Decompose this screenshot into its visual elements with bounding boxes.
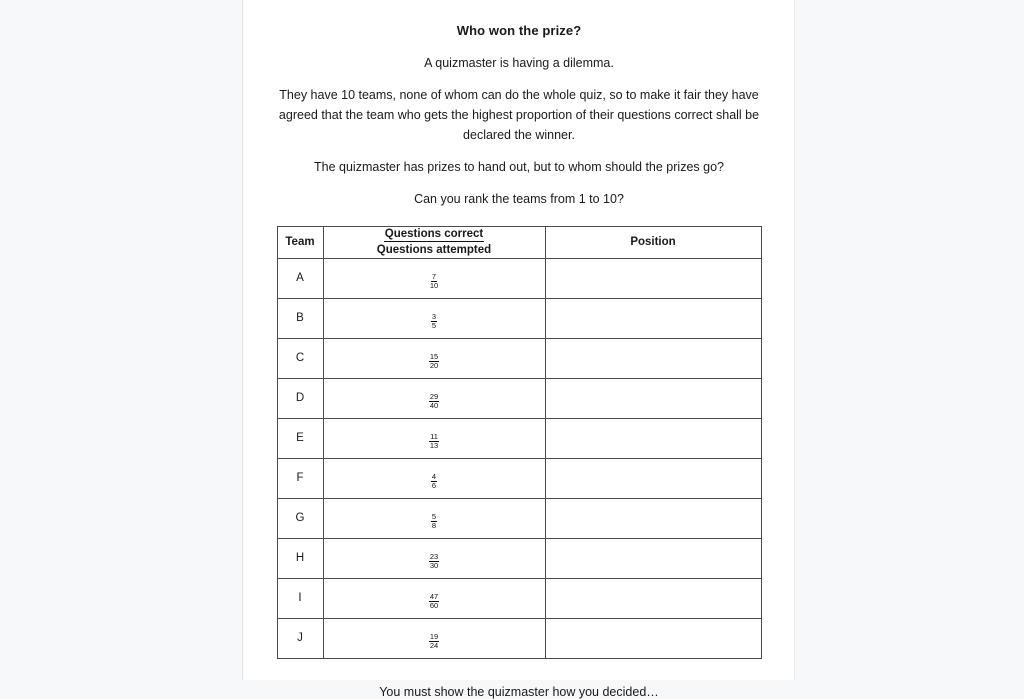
fraction-numerator: 7 xyxy=(431,271,437,281)
fraction-denominator: 5 xyxy=(431,321,437,331)
cell-team: D xyxy=(277,378,323,418)
cell-team: F xyxy=(277,458,323,498)
cell-team: H xyxy=(277,538,323,578)
fraction-numerator: 47 xyxy=(429,591,439,601)
fraction xyxy=(429,593,439,611)
fraction-denominator: 40 xyxy=(429,401,439,411)
table-header xyxy=(277,226,761,258)
cell-proportion xyxy=(323,458,545,498)
table-row xyxy=(277,258,761,298)
proportion-numerator-label: Questions correct xyxy=(384,227,484,242)
fraction-denominator: 20 xyxy=(429,361,439,371)
table-row xyxy=(277,618,761,658)
table-row xyxy=(277,498,761,538)
cell-position-answer[interactable] xyxy=(545,538,761,578)
cell-team: E xyxy=(277,418,323,458)
fraction-denominator: 30 xyxy=(429,561,439,571)
fraction xyxy=(429,353,439,371)
document-page xyxy=(244,0,794,699)
fraction xyxy=(429,273,439,291)
cell-team: I xyxy=(277,578,323,618)
column-header-position: Position xyxy=(545,226,761,258)
cell-proportion xyxy=(323,338,545,378)
cell-proportion xyxy=(323,418,545,458)
fraction xyxy=(431,473,437,491)
cell-proportion xyxy=(323,538,545,578)
proportion-denominator-label: Questions attempted xyxy=(376,244,492,257)
fraction xyxy=(431,513,437,531)
cell-position-answer[interactable] xyxy=(545,258,761,298)
cell-position-answer[interactable] xyxy=(545,618,761,658)
table-body xyxy=(277,258,761,658)
intro-paragraph: A quizmaster is having a dilemma. xyxy=(424,55,614,70)
cell-team: B xyxy=(277,298,323,338)
footer-note: You must show the quizmaster how you decided… xyxy=(379,684,659,699)
fraction-denominator: 13 xyxy=(429,441,439,451)
canvas-gutter-left xyxy=(0,0,243,680)
teams-table xyxy=(277,226,762,659)
cell-proportion xyxy=(323,378,545,418)
fraction-denominator: 8 xyxy=(431,521,437,531)
cell-position-answer[interactable] xyxy=(545,418,761,458)
fraction-numerator: 3 xyxy=(431,311,437,321)
rules-paragraph: They have 10 teams, none of whom can do the whole quiz, so to make it fair they have agreed that the team who gets the highest proportion of their questions correct shall be declared the winner. xyxy=(278,87,760,142)
fraction-denominator: 10 xyxy=(429,281,439,291)
fraction xyxy=(429,433,439,451)
table-row xyxy=(277,378,761,418)
cell-proportion xyxy=(323,298,545,338)
cell-proportion xyxy=(323,578,545,618)
canvas-gutter-right xyxy=(794,0,1024,680)
cell-position-answer[interactable] xyxy=(545,498,761,538)
column-header-proportion xyxy=(323,226,545,258)
cell-position-answer[interactable] xyxy=(545,378,761,418)
table-row xyxy=(277,338,761,378)
fraction-numerator: 4 xyxy=(431,471,437,481)
cell-position-answer[interactable] xyxy=(545,458,761,498)
cell-position-answer[interactable] xyxy=(545,578,761,618)
cell-team: G xyxy=(277,498,323,538)
cell-position-answer[interactable] xyxy=(545,298,761,338)
cell-proportion xyxy=(323,498,545,538)
fraction-numerator: 23 xyxy=(429,551,439,561)
prizes-paragraph: The quizmaster has prizes to hand out, but to whom should the prizes go? xyxy=(314,159,724,174)
column-header-team: Team xyxy=(277,226,323,258)
fraction-numerator: 5 xyxy=(431,511,437,521)
task-paragraph: Can you rank the teams from 1 to 10? xyxy=(414,191,624,206)
fraction xyxy=(429,633,439,651)
table-row xyxy=(277,578,761,618)
fraction-denominator: 60 xyxy=(429,601,439,611)
cell-team: C xyxy=(277,338,323,378)
fraction-denominator: 6 xyxy=(431,481,437,491)
fraction-numerator: 15 xyxy=(429,351,439,361)
table-header-row xyxy=(277,226,761,258)
table-row xyxy=(277,418,761,458)
table-row xyxy=(277,298,761,338)
table-row xyxy=(277,458,761,498)
fraction-numerator: 11 xyxy=(430,431,438,441)
fraction xyxy=(431,313,437,331)
document-body xyxy=(244,0,794,699)
fraction-numerator: 19 xyxy=(429,631,439,641)
cell-proportion xyxy=(323,258,545,298)
page-title: Who won the prize? xyxy=(456,23,582,38)
fraction xyxy=(429,393,439,411)
cell-team: A xyxy=(277,258,323,298)
cell-team: J xyxy=(277,618,323,658)
table-row xyxy=(277,538,761,578)
fraction xyxy=(429,553,439,571)
fraction-numerator: 29 xyxy=(429,391,439,401)
cell-position-answer[interactable] xyxy=(545,338,761,378)
proportion-fraction xyxy=(324,227,545,258)
cell-proportion xyxy=(323,618,545,658)
fraction-denominator: 24 xyxy=(429,641,439,651)
